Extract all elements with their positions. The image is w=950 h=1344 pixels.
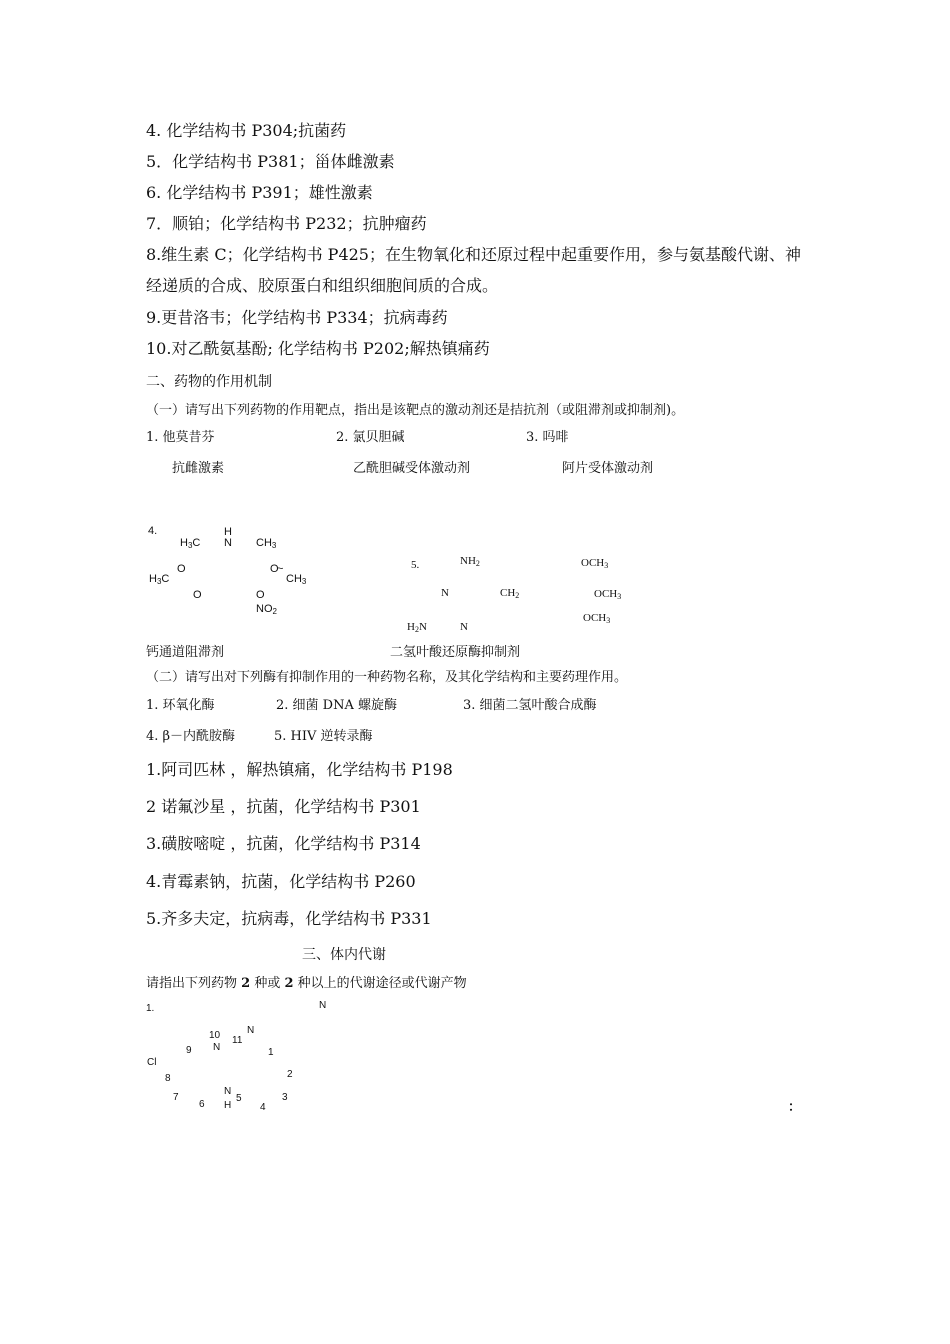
structure-4-answer: 钙通道阻滞剂 [146,645,225,660]
group-no2: $NO_2$ [256,603,277,616]
group-och3-1: $OCH_3$ [581,557,609,570]
atom-o-4: O [256,589,265,601]
enzyme-2: 2. 细菌 DNA 螺旋酶 [276,698,397,713]
label-h5: H [224,1100,232,1111]
group-h2n: $H_2N$ [407,621,427,634]
group-ch3-top: $CH_3$ [256,537,277,550]
answer-line-8-cont: 经递质的合成、胶原蛋白和组织细胞间质的合成。 [146,276,499,295]
label-9: 9 [186,1045,192,1056]
drug-answer-2: 乙酰胆碱受体激动剂 [353,461,471,476]
group-h3c-left: $H_3C$ [149,573,170,586]
part1-prompt: （一）请写出下列药物的作用靶点，指出是该靶点的激动剂还是拮抗剂（或阻滞剂或抑制剂)。 [146,403,685,418]
atom-o-2: O [270,563,279,575]
atom-n-ring-1: N [441,587,449,599]
enzyme-answer-1: 1.阿司匹林 ，解热镇痛，化学结构书 P198 [146,760,453,779]
label-1: 1 [268,1047,274,1058]
label-10: 10 [209,1030,221,1041]
enzyme-answer-5: 5.齐多夫定，抗病毒，化学结构书 P331 [146,909,432,928]
atom-o-1: O [177,563,186,575]
answer-line-6: 6. 化学结构书 P391；雄性激素 [146,183,373,202]
answer-line-4: 4. 化学结构书 P304;抗菌药 [146,121,347,140]
label-cl: Cl [147,1057,157,1068]
group-och3-2: $OCH_3$ [594,588,622,601]
drug-answer-1: 抗雌激素 [172,461,225,476]
label-6: 6 [199,1099,205,1110]
label-5: 5 [236,1093,242,1104]
structure-1-number: 1. [146,1003,155,1014]
group-nh2-top: $NH_2$ [460,555,480,568]
atom-o-3: O [193,589,202,601]
answer-line-10: 10.对乙酰氨基酚; 化学结构书 P202;解热镇痛药 [146,339,490,358]
label-n11: N [247,1025,255,1036]
enzyme-1: 1. 环氧化酶 [146,698,215,713]
enzyme-answer-2: 2 诺氟沙星 ，抗菌，化学结构书 P301 [146,797,421,816]
label-7: 7 [173,1092,179,1103]
enzyme-4: 4. β－内酰胺酶 [146,729,236,744]
structure-5-answer: 二氢叶酸还原酶抑制剂 [390,645,521,660]
atom-n-ring-2: N [460,621,468,633]
label-3: 3 [282,1092,288,1103]
drug-answer-3: 阿片受体激动剂 [562,461,654,476]
label-4: 4 [260,1102,266,1113]
group-ch3-right: $CH_3$ [286,573,307,586]
label-8: 8 [165,1073,171,1084]
structure-5-number: 5. [411,559,420,571]
group-ch2: $CH_2$ [500,587,520,600]
enzyme-5: 5. HIV 逆转录酶 [274,729,373,744]
metabolism-prompt: 请指出下列药物 2 种或 2 种以上的代谢途径或代谢产物 [146,976,467,991]
enzyme-answer-4: 4.青霉素钠，抗菌，化学结构书 P260 [146,872,416,891]
part2-prompt: （二）请写出对下列酶有抑制作用的一种药物名称，及其化学结构和主要药理作用。 [146,670,628,685]
answer-line-7: 7．顺铂；化学结构书 P232；抗肿瘤药 [146,214,427,233]
drug-1: 1. 他莫昔芬 [146,430,215,445]
drug-2: 2. 氯贝胆碱 [336,430,405,445]
label-2: 2 [287,1069,293,1080]
section-heading-mechanism: 二、药物的作用机制 [146,374,272,390]
structure-4-number: 4. [148,525,158,537]
trailing-colon: ： [788,1100,802,1115]
label-11: 11 [232,1035,243,1046]
group-h3c-top: $H_3C$ [180,537,201,550]
label-n10: N [213,1042,221,1053]
label-n5: N [224,1086,232,1097]
enzyme-3: 3. 细菌二氢叶酸合成酶 [463,698,597,713]
atom-h: H [224,526,232,538]
answer-line-8: 8.维生素 C；化学结构书 P425；在生物氧化和还原过程中起重要作用，参与氨基酸代谢、神 [146,245,801,264]
group-och3-3: $OCH_3$ [583,612,611,625]
answer-line-5: 5．化学结构书 P381；甾体雌激素 [146,152,395,171]
label-n-top: N [319,1000,327,1011]
drug-3: 3. 吗啡 [526,430,569,445]
answer-line-9: 9.更昔洛韦；化学结构书 P334；抗病毒药 [146,308,448,327]
enzyme-answer-3: 3.磺胺嘧啶 ，抗菌，化学结构书 P314 [146,834,421,853]
bond-dash: ~ [277,563,284,575]
section-heading-metabolism: 三、体内代谢 [302,947,386,963]
atom-n: N [224,537,232,549]
